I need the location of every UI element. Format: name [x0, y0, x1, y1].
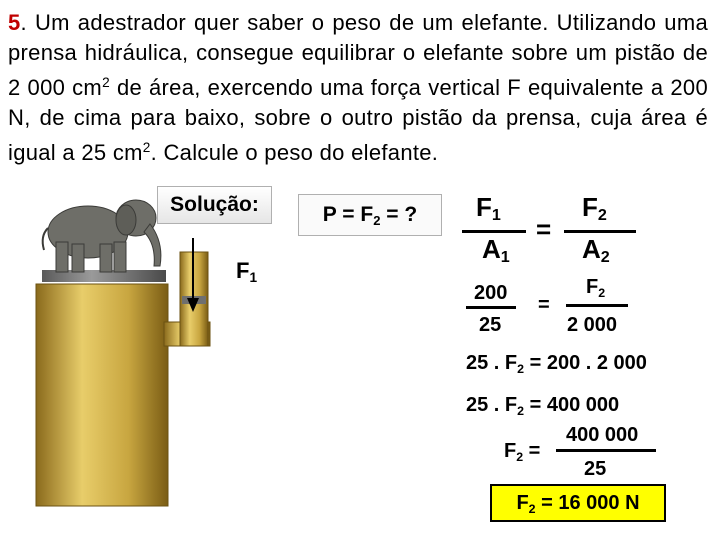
step1-num-1: 200 [474, 282, 508, 304]
formula-fraction-bar-2 [564, 230, 636, 233]
hydraulic-press-illustration [14, 192, 214, 512]
elephant-image [43, 200, 161, 272]
formula-num-2: $F_2$ [582, 192, 607, 224]
step1-num-2: $F_2$ [586, 276, 606, 300]
problem-text-1: . Um adestrador quer saber o peso de um elefante. Utilizando uma prensa hidráulica, consegue equilibrar o elefante sobre um pistão de 2 000 cm [8, 10, 708, 100]
step1-equals: = [538, 294, 550, 316]
step3-line: 25 . $F_2 = 400$ 000 [466, 394, 620, 418]
problem-text-3: . Calcule o peso do elefante. [150, 140, 439, 165]
step4-lhs: $F_2$ = [504, 440, 541, 464]
step4-num: 400 000 [566, 424, 639, 446]
step4-bar [556, 449, 656, 452]
formula-equals: = [536, 214, 552, 244]
problem-text-2: de área, exercendo uma força vertical F equivalente a 200 N, de cima para baixo, sobre o outro pistão da prensa, cuja área é igual a 25 cm [8, 75, 708, 165]
formula-fraction-bar-1 [462, 230, 526, 233]
formula-den-2: $A_2$ [582, 234, 610, 266]
force-arrow [186, 238, 200, 312]
unknown-box: $P = F_2$ = ? [298, 194, 442, 236]
problem-sup-2: 2 [142, 140, 151, 155]
problem-statement [8, 8, 708, 168]
problem-sup-1: 2 [102, 75, 110, 90]
step2-line: 25 . $F_2 = 200$ . 2 000 [466, 352, 647, 376]
step1-bar-1 [466, 306, 516, 309]
formula-den-1: $A_1$ [482, 234, 510, 266]
result-box: $F_2 = 16$ 000 N [490, 484, 666, 522]
formula-num-1: $F_1$ [476, 192, 501, 224]
step1-den-2: 2 000 [567, 314, 618, 336]
step4-den: 25 [584, 458, 607, 480]
step1-den-1: 25 [479, 314, 502, 336]
problem-number: 5 [8, 10, 21, 35]
force-label: $F_1$ [236, 258, 258, 285]
step1-bar-2 [566, 304, 628, 307]
solution-label: Solução: [157, 186, 272, 224]
large-cylinder [36, 284, 168, 506]
